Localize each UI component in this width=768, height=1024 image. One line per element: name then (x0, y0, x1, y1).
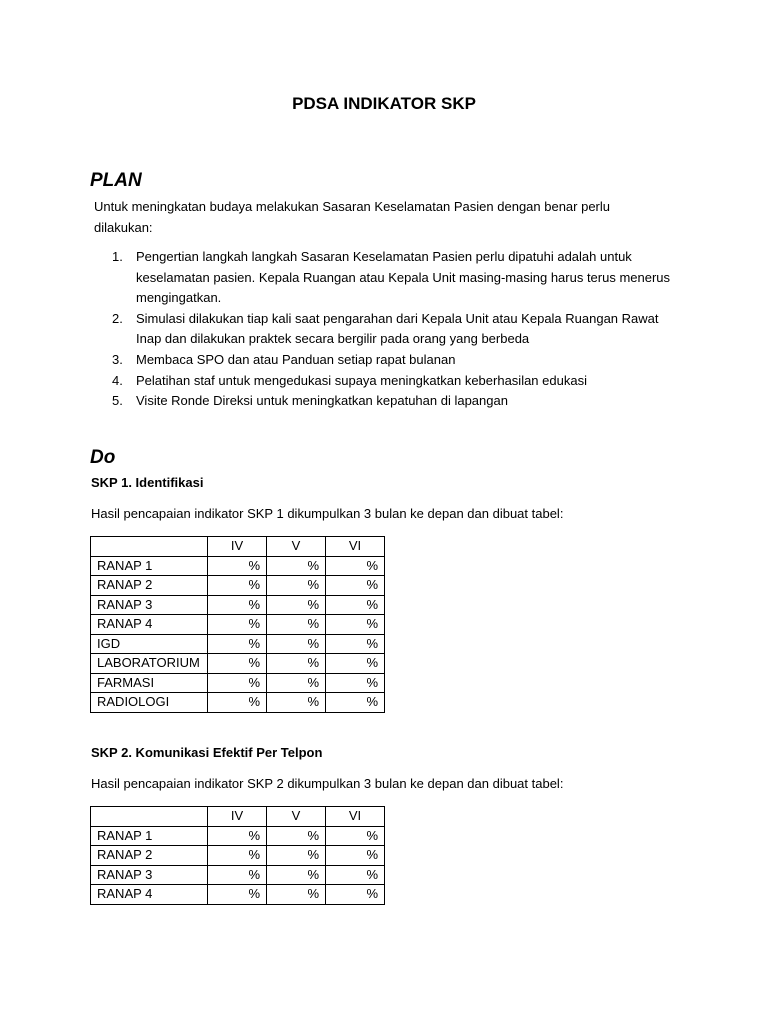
row-label: RANAP 2 (91, 846, 208, 866)
table-cell: % (208, 654, 267, 674)
row-label: RANAP 3 (91, 865, 208, 885)
row-label: RANAP 2 (91, 576, 208, 596)
table-header-cell: IV (208, 807, 267, 827)
table-cell: % (326, 846, 385, 866)
table-row (91, 846, 385, 866)
table-header-cell: VI (326, 537, 385, 557)
table-cell: % (208, 846, 267, 866)
document-title: PDSA INDIKATOR SKP (292, 94, 476, 113)
table-cell: % (267, 885, 326, 905)
table-cell: % (326, 693, 385, 713)
table-cell: % (326, 615, 385, 635)
skp1-title: SKP 1. Identifikasi (91, 475, 204, 490)
table-row (91, 556, 385, 576)
row-label: RANAP 1 (91, 556, 208, 576)
table-cell: % (326, 885, 385, 905)
plan-item-number: 4. (112, 372, 123, 388)
table-cell: % (267, 846, 326, 866)
do-heading: Do (90, 447, 116, 468)
plan-item-text: Visite Ronde Direksi untuk meningkatkan kepatuhan di lapangan (136, 393, 508, 409)
table-cell: % (267, 654, 326, 674)
plan-list-item (112, 391, 672, 412)
table-header-cell: VI (326, 807, 385, 827)
table-row (91, 865, 385, 885)
row-label: LABORATORIUM (91, 654, 208, 674)
table-cell: % (208, 885, 267, 905)
plan-item-number: 5. (112, 393, 123, 409)
table-cell: % (208, 865, 267, 885)
row-label: RANAP 4 (91, 885, 208, 905)
table-header-cell: V (267, 537, 326, 557)
skp1-lead: Hasil pencapaian indikator SKP 1 dikumpulkan 3 bulan ke depan dan dibuat tabel: (91, 506, 564, 521)
table-cell: % (326, 826, 385, 846)
plan-item-number: 1. (112, 249, 123, 264)
table-cell: % (326, 556, 385, 576)
plan-item-text: Simulasi dilakukan tiap kali saat pengarahan dari Kepala Unit atau Kepala Ruangan Rawat Inap dan dilakukan praktek secara bergilir pada orang yang berbeda (136, 310, 659, 347)
table-cell: % (267, 673, 326, 693)
table-cell: % (208, 556, 267, 576)
table-header-cell (91, 537, 208, 557)
plan-item-text: Pengertian langkah langkah Sasaran Keselamatan Pasien perlu dipatuhi adalah untuk keselamatan pasien. Kepala Ruangan atau Kepala Unit masing-masing harus terus menerus mengingatkan. (136, 249, 671, 306)
table-row (91, 576, 385, 596)
table-row (91, 615, 385, 635)
table-cell: % (326, 576, 385, 596)
table-cell: % (267, 826, 326, 846)
table-cell: % (208, 673, 267, 693)
table-cell: % (208, 576, 267, 596)
plan-heading: PLAN (90, 170, 142, 191)
table-row (91, 673, 385, 693)
table-cell: % (208, 615, 267, 635)
table-cell: % (208, 634, 267, 654)
table-header-cell: V (267, 807, 326, 827)
plan-list-item (112, 309, 672, 350)
table-row (91, 634, 385, 654)
table-cell: % (267, 634, 326, 654)
plan-item-number: 3. (112, 351, 123, 367)
table-cell: % (326, 595, 385, 615)
plan-item-text: Pelatihan staf untuk mengedukasi supaya meningkatkan keberhasilan edukasi (136, 372, 587, 388)
table-cell: % (267, 615, 326, 635)
plan-list-item (112, 371, 672, 392)
table-row (91, 885, 385, 905)
skp2-title: SKP 2. Komunikasi Efektif Per Telpon (91, 745, 323, 760)
table-cell: % (326, 634, 385, 654)
table-cell: % (267, 576, 326, 596)
row-label: RANAP 3 (91, 595, 208, 615)
table-header-row (91, 807, 385, 827)
row-label: FARMASI (91, 673, 208, 693)
plan-list-item (112, 350, 672, 371)
table-header-row (91, 537, 385, 557)
row-label: IGD (91, 634, 208, 654)
table-row (91, 595, 385, 615)
table-cell: % (267, 865, 326, 885)
table-cell: % (208, 693, 267, 713)
plan-item-number: 2. (112, 310, 123, 326)
table-row (91, 693, 385, 713)
table-cell: % (208, 826, 267, 846)
table-cell: % (208, 595, 267, 615)
skp1-table (90, 536, 385, 713)
table-cell: % (326, 673, 385, 693)
table-cell: % (267, 595, 326, 615)
table-row (91, 826, 385, 846)
row-label: RANAP 4 (91, 615, 208, 635)
table-cell: % (267, 693, 326, 713)
row-label: RANAP 1 (91, 826, 208, 846)
row-label: RADIOLOGI (91, 693, 208, 713)
table-header-cell (91, 807, 208, 827)
skp2-table (90, 806, 385, 905)
plan-item-text: Membaca SPO dan atau Panduan setiap rapat bulanan (136, 351, 456, 367)
plan-intro: Untuk meningkatan budaya melakukan Sasaran Keselamatan Pasien dengan benar perlu dilakukan: (94, 199, 611, 235)
skp2-lead: Hasil pencapaian indikator SKP 2 dikumpulkan 3 bulan ke depan dan dibuat tabel: (91, 776, 564, 791)
table-cell: % (326, 654, 385, 674)
plan-list (112, 247, 672, 412)
plan-list-item (112, 247, 672, 309)
table-cell: % (267, 556, 326, 576)
table-row (91, 654, 385, 674)
table-header-cell: IV (208, 537, 267, 557)
table-cell: % (326, 865, 385, 885)
